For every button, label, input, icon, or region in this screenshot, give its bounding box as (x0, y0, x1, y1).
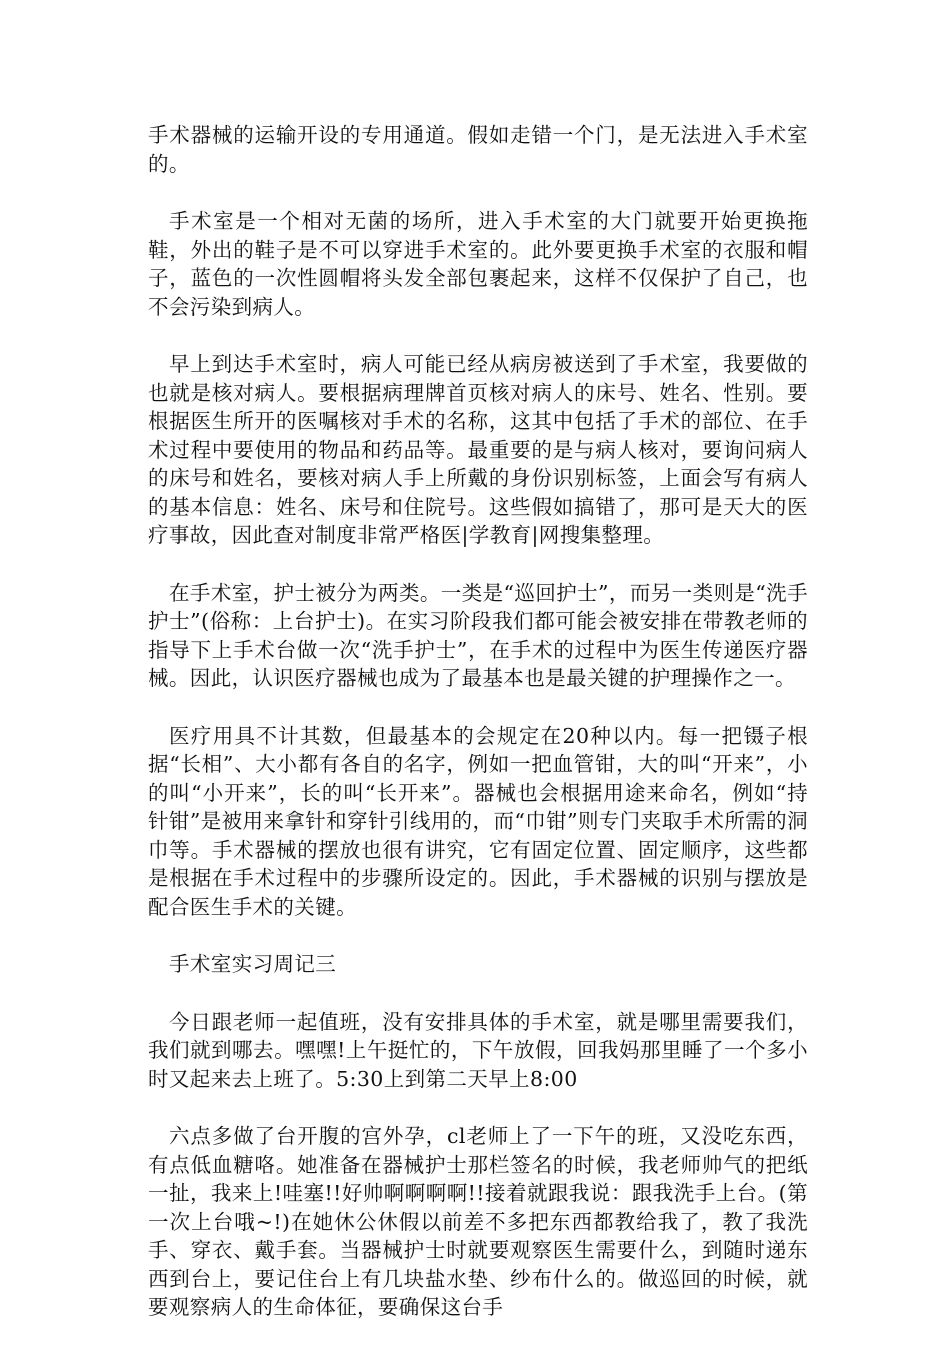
section-heading: 手术室实习周记三 (169, 952, 337, 976)
paragraph-patient-check: 早上到达手术室时，病人可能已经从病房被送到了手术室，我要做的也就是核对病人。要根据病理牌首页核对病人的床号、姓名、性别。要根据医生所开的医嘱核对手术的名称，这其中包括了手术的部位、在手术过程中要使用的物品和药品等。最重要的是与病人核对，要询问病人的床号和姓名，要核对病人手上所戴的身份识别标签，上面会写有病人的基本信息：姓名、床号和住院号。这些假如搞错了，那可是天大的医疗事故，因此查对制度非常严格医|学教育|网搜集整理。 (148, 352, 808, 547)
paragraph-transport-channel: 手术器械的运输开设的专用通道。假如走错一个门，是无法进入手术室的。 (148, 123, 808, 176)
paragraph-nurse-types: 在手术室，护士被分为两类。一类是“巡回护士”，而另一类则是“洗手护士”(俗称：上台护士)。在实习阶段我们都可能会被安排在带教老师的指导下上手术台做一次“洗手护士”，在手术的过程中为医生传递医疗器械。因此，认识医疗器械也成为了最基本也是最关键的护理操作之一。 (148, 580, 808, 690)
paragraph-first-surgery: 六点多做了台开腹的宫外孕，cl老师上了一下午的班，又没吃东西，有点低血糖咯。她准备在器械护士那栏签名的时候，我老师帅气的把纸一扯，我来上!哇塞!!好帅啊啊啊啊!!接着就跟我说：跟我洗手上台。(第一次上台哦~!)在她休公休假以前差不多把东西都教给我了，教了我洗手、穿衣、戴手套。当器械护士时就要观察医生需要什么，到随时递东西到台上，要记住台上有几块盐水垫、纱布什么的。做巡回的时候，就要观察病人的生命体征，要确保这台手 (148, 1124, 808, 1319)
paragraph-duty-day: 今日跟老师一起值班，没有安排具体的手术室，就是哪里需要我们，我们就到哪去。嘿嘿!上午挺忙的，下午放假，回我妈那里睡了一个多小时又起来去上班了。5:30上到第二天早上8:00 (148, 1009, 808, 1091)
paragraph-sterile-environment: 手术室是一个相对无菌的场所，进入手术室的大门就要开始更换拖鞋，外出的鞋子是不可以穿进手术室的。此外要更换手术室的衣服和帽子，蓝色的一次性圆帽将头发全部包裹起来，这样不仅保护了自己，也不会污染到病人。 (148, 209, 808, 319)
document-body (148, 121, 808, 1351)
paragraph-instruments: 医疗用具不计其数，但最基本的会规定在20种以内。每一把镊子根据“长相”、大小都有各自的名字，例如一把血管钳，大的叫“开来”，小的叫“小开来”，长的叫“长开来”。器械也会根据用途来命名，例如“持针钳”是被用来拿针和穿针引线用的，而“巾钳”则专门夹取手术所需的洞巾等。手术器械的摆放也很有讲究，它有固定位置、固定顺序，这些都是根据在手术过程中的步骤所设定的。因此，手术器械的识别与摆放是配合医生手术的关键。 (148, 723, 808, 919)
